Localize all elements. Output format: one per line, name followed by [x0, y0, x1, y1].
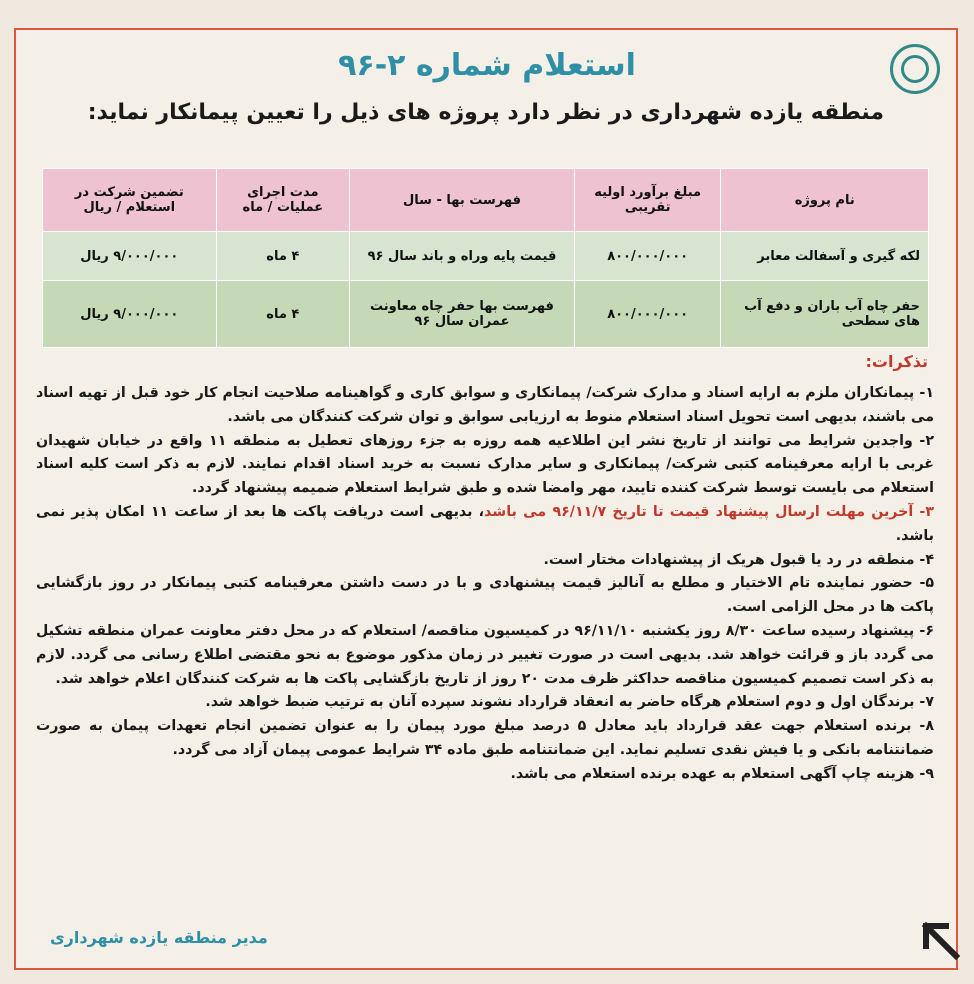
header-duration: مدت اجرای عملیات / ماه [216, 169, 349, 232]
header-price-list: فهرست بها - سال [350, 169, 575, 232]
cell-price-list: قیمت پایه وراه و باند سال ۹۶ [350, 232, 575, 281]
signer-name: مدیر منطقه یازده شهرداری [50, 928, 268, 947]
table-row [43, 232, 929, 281]
notes-list [36, 382, 934, 787]
cell-price-list: فهرست بها حفر چاه معاونت عمران سال ۹۶ [350, 281, 575, 348]
note-item-6: ۶- پیشنهاد رسیده ساعت ۸/۳۰ روز یکشنبه ۹۶/۱۱/۱۰ در کمیسیون مناقصه/ استعلام که در محل دفتر معاونت عمران منطقه تشکیل می گردد باز و قرائت خواهد شد. بدیهی است در صورت تغییر در زمان مذکور موضوع به نحو مقتضی اطلاع رسانی می گردد. لازم به ذکر است تصمیم کمیسیون مناقصه حداکثر ظرف مدت ۲۰ روز از تاریخ بازگشایی پاکت ها به شرکت کنندگان اعلام خواهد شد. [36, 622, 934, 687]
cell-estimate: ۸۰۰/۰۰۰/۰۰۰ [574, 281, 721, 348]
page-subtitle: منطقه یازده شهرداری در نظر دارد پروژه های ذیل را تعیین پیمانکار نماید: [87, 100, 884, 125]
projects-table [42, 168, 929, 348]
cell-estimate: ۸۰۰/۰۰۰/۰۰۰ [574, 232, 721, 281]
cell-duration: ۴ ماه [216, 232, 349, 281]
cell-project-name: لکه گیری و آسفالت معابر [721, 232, 929, 281]
cell-guarantee: ۹/۰۰۰/۰۰۰ ریال [43, 281, 217, 348]
note-item-9: ۹- هزینه چاپ آگهی استعلام به عهده برنده استعلام می باشد. [510, 765, 934, 782]
cell-project-name: حفر چاه آب باران و دفع آب های سطحی [721, 281, 929, 348]
corner-arrow-icon [918, 918, 964, 964]
note-item-5: ۵- حضور نماینده تام الاختیار و مطلع به آنالیز قیمت پیشنهادی و با در دست داشتن معرفینامه کتبی پیمانکار در روز بازگشایی پاکت ها در محل الزامی است. [36, 575, 934, 616]
note-item-4: ۴- منطقه در رد یا قبول هریک از پیشنهادات مختار است. [543, 551, 934, 568]
header-guarantee: تضمین شرکت در استعلام / ریال [43, 169, 217, 232]
note-item-2: ۲- واجدین شرایط می توانند از تاریخ نشر این اطلاعیه همه روزه به جزء روزهای تعطیل به منطقه ۱۱ واقع در خیابان شهیدان غربی با ارایه معرفینامه کتبی شرکت/ پیمانکاری و سایر مدارک نسبت به خرید اسناد اقدام نمایند. لازم به ذکر است کلیه اسناد استعلام می بایست توسط شرکت کننده تایید، مهر وامضا شده و طبق شرایط استعلام ضمیمه پیشنهاد گردد. [36, 432, 934, 497]
header-project-name: نام پروژه [721, 169, 929, 232]
note-3-highlight: ۳- آخرین مهلت ارسال پیشنهاد قیمت تا تاریخ ۹۶/۱۱/۷ می باشد [484, 503, 934, 520]
table-row [43, 281, 929, 348]
page-title: استعلام شماره ۲-۹۶ [338, 48, 636, 83]
notes-title: تذکرات: [865, 352, 928, 371]
note-item-7: ۷- برندگان اول و دوم استعلام هرگاه حاضر به انعقاد قرارداد نشوند سپرده آنان به ترتیب ضبط خواهد شد. [205, 694, 934, 711]
note-item-1: ۱- پیمانکاران ملزم به ارایه اسناد و مدارک شرکت/ پیمانکاری و سوابق کاری و گواهینامه صلاحیت انجام کار خود قبل از تهیه اسناد می باشند، بدیهی است تحویل اسناد استعلام منوط به ارزیابی سوابق و توان شرکت کنندگان می باشد. [36, 385, 934, 425]
note-item-8: ۸- برنده استعلام جهت عقد قرارداد باید معادل ۵ درصد مبلغ مورد پیمان را به عنوان تضمین انجام تعهدات پیمان به صورت ضمانتنامه بانکی و یا فیش نقدی تسلیم نماید. این ضمانتنامه طبق ماده ۳۴ شرایط عمومی پیمان آزاد می گردد. [36, 718, 934, 758]
note-3-rest: ، بدیهی است دریافت پاکت ها بعد از ساعت ۱۱ امکان پذیر نمی باشد. [36, 503, 934, 544]
header-estimate: مبلغ برآورد اولیه تقریبی [574, 169, 721, 232]
note-item-3 [36, 501, 934, 549]
cell-guarantee: ۹/۰۰۰/۰۰۰ ریال [43, 232, 217, 281]
table-header-row [43, 169, 929, 232]
cell-duration: ۴ ماه [216, 281, 349, 348]
